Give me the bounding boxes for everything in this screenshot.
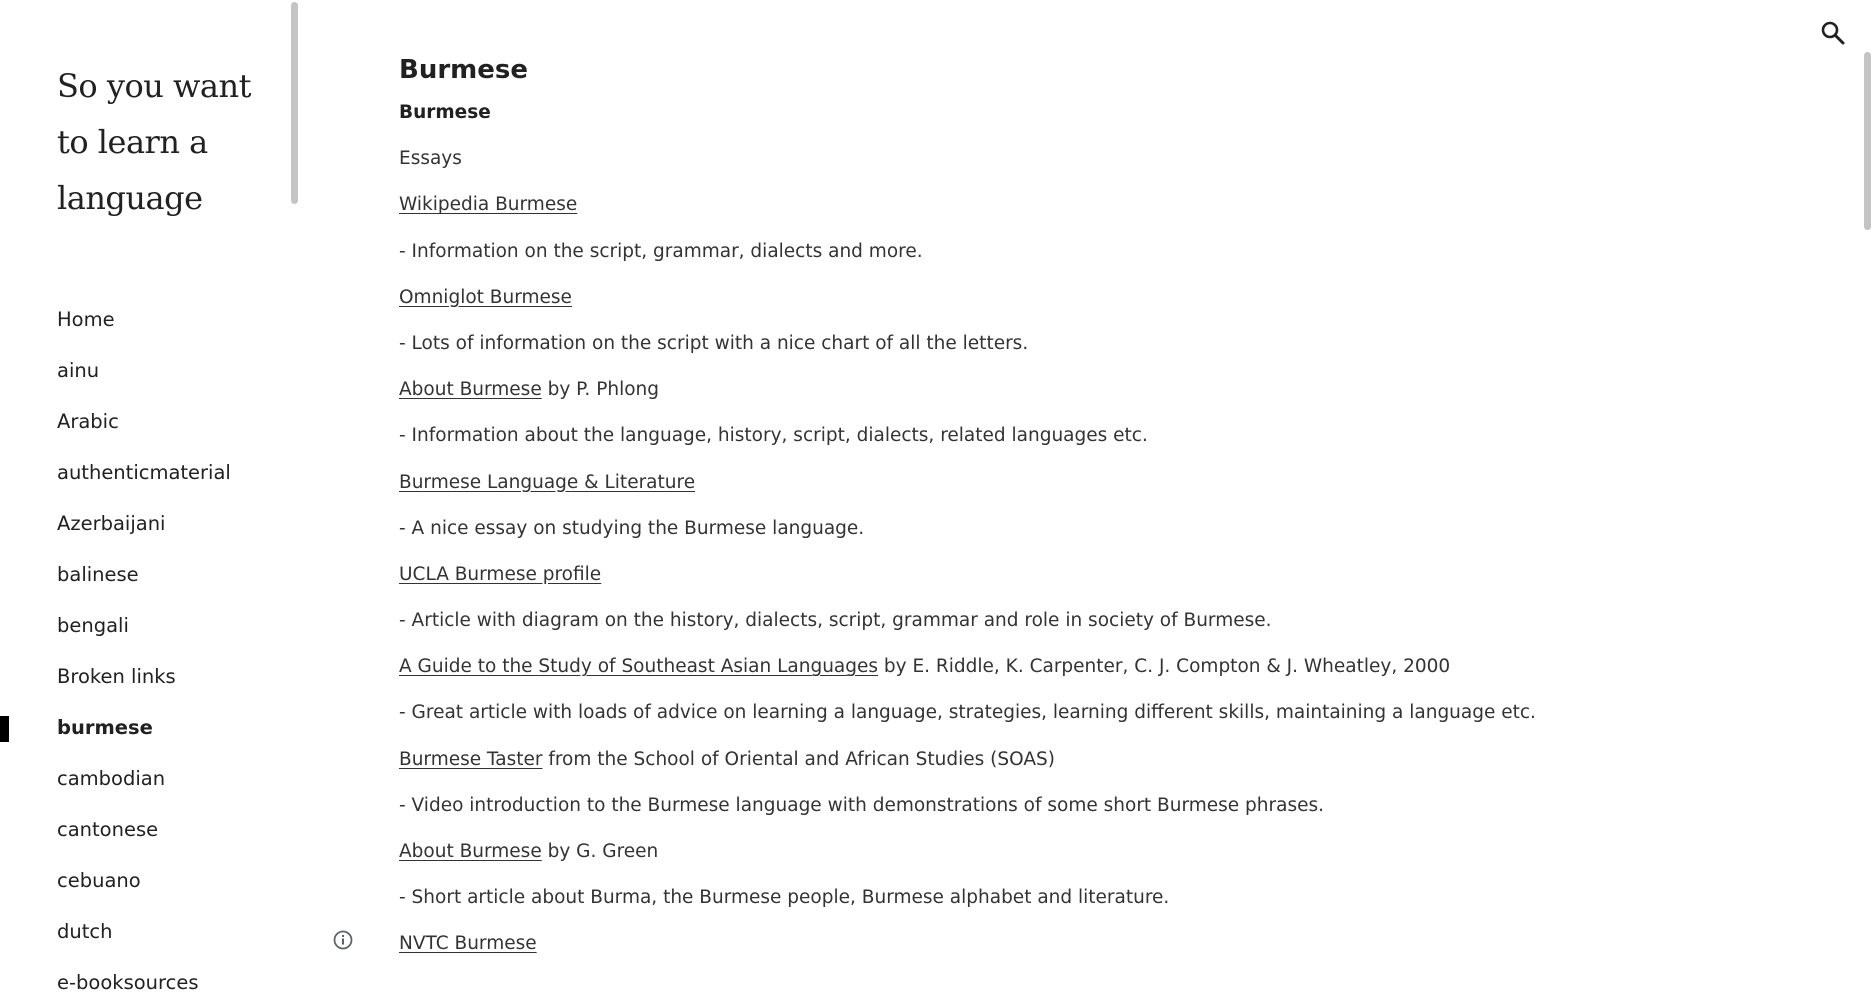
sidebar-item-label: cambodian (57, 767, 166, 790)
resource-entry (399, 921, 1819, 967)
resource-link[interactable]: About Burmese (399, 379, 542, 401)
sidebar-item-home[interactable] (0, 294, 290, 345)
resource-link[interactable]: A Guide to the Study of Southeast Asian Languages (399, 656, 879, 678)
sidebar-item-arabic[interactable] (0, 396, 290, 447)
resource-description: - Information about the language, history, script, dialects, related languages etc. (399, 425, 1148, 447)
sidebar-item-label: ainu (57, 359, 100, 382)
sidebar-item-ainu[interactable] (0, 345, 290, 396)
page-scrollbar[interactable] (1864, 52, 1871, 230)
sidebar-item-cantonese[interactable] (0, 804, 290, 855)
sidebar-item-balinese[interactable] (0, 549, 290, 600)
resource-description: - Short article about Burma, the Burmese people, Burmese alphabet and literature. (399, 887, 1170, 909)
sidebar-item-cebuano[interactable] (0, 855, 290, 906)
sidebar-item-label: bengali (57, 614, 129, 637)
resource-link[interactable]: Burmese Language & Literature (399, 471, 696, 493)
resource-attribution: from the School of Oriental and African Studies (SOAS) (542, 748, 1055, 770)
resource-link[interactable]: NVTC Burmese (399, 933, 537, 955)
resource-link[interactable]: Burmese Taster (399, 748, 543, 770)
sidebar-item-label: dutch (57, 920, 113, 943)
sidebar-item-label: authenticmaterial (57, 461, 231, 484)
sidebar-item-authenticmaterial[interactable] (0, 447, 290, 498)
resource-entry (399, 460, 1819, 506)
sidebar-item-label: burmese (57, 716, 153, 739)
resource-attribution: by P. Phlong (541, 379, 659, 401)
resource-list (399, 182, 1819, 967)
site-title[interactable]: So you want to learn a language (57, 67, 251, 217)
resource-description: - Great article with loads of advice on learning a language, strategies, learning different skills, maintaining a language etc. (399, 702, 1536, 724)
sidebar-item-label: e-booksources (57, 971, 199, 994)
sidebar (0, 0, 300, 994)
resource-description: - Video introduction to the Burmese language with demonstrations of some short Burmese phrases. (399, 794, 1325, 816)
page-subtitle: Burmese (399, 102, 491, 123)
resource-link[interactable]: Omniglot Burmese (399, 286, 572, 308)
sidebar-item-label: cebuano (57, 869, 141, 892)
sidebar-item-label: Azerbaijani (57, 512, 166, 535)
sidebar-item-label: cantonese (57, 818, 159, 841)
resource-link[interactable]: About Burmese (399, 841, 542, 862)
resource-description: - Lots of information on the script with a nice chart of all the letters. (399, 332, 1029, 354)
active-indicator (0, 716, 9, 742)
sidebar-scrollbar[interactable] (291, 2, 298, 204)
page-title: Burmese (399, 55, 528, 85)
section-label: Essays (399, 148, 462, 170)
sidebar-item-azerbaijani[interactable] (0, 498, 290, 549)
sidebar-item-cambodian[interactable] (0, 753, 290, 804)
resource-attribution: by G. Green (541, 841, 659, 862)
main-content (399, 50, 1819, 968)
sidebar-item-dutch[interactable] (0, 906, 290, 957)
resource-description: - A nice essay on studying the Burmese language. (399, 517, 865, 539)
sidebar-item-label: Arabic (57, 410, 119, 433)
sidebar-item-label: Home (57, 308, 115, 331)
sidebar-nav (0, 294, 290, 1008)
resource-entry (399, 829, 1819, 875)
search-icon[interactable] (1820, 20, 1846, 46)
resource-entry (399, 552, 1819, 598)
sidebar-item-label: balinese (57, 563, 139, 586)
sidebar-item-label: Broken links (57, 665, 176, 688)
resource-description: - Article with diagram on the history, dialects, script, grammar and role in society of Burmese. (399, 610, 1272, 632)
info-icon[interactable] (332, 929, 354, 951)
sidebar-item-bengali[interactable] (0, 600, 290, 651)
sidebar-item-e-booksources[interactable] (0, 957, 290, 1008)
resource-link[interactable]: Wikipedia Burmese (399, 194, 578, 216)
resource-description: - Information on the script, grammar, dialects and more. (399, 240, 923, 262)
resource-entry (399, 182, 1819, 228)
sidebar-item-burmese[interactable] (0, 702, 290, 753)
resource-attribution: by E. Riddle, K. Carpenter, C. J. Compton & J. Wheatley, 2000 (878, 656, 1451, 678)
resource-entry (399, 275, 1819, 321)
sidebar-item-broken-links[interactable] (0, 651, 290, 702)
resource-entry (399, 737, 1819, 783)
resource-entry (399, 367, 1819, 413)
resource-link[interactable]: UCLA Burmese profile (399, 563, 602, 585)
resource-entry (399, 644, 1819, 690)
